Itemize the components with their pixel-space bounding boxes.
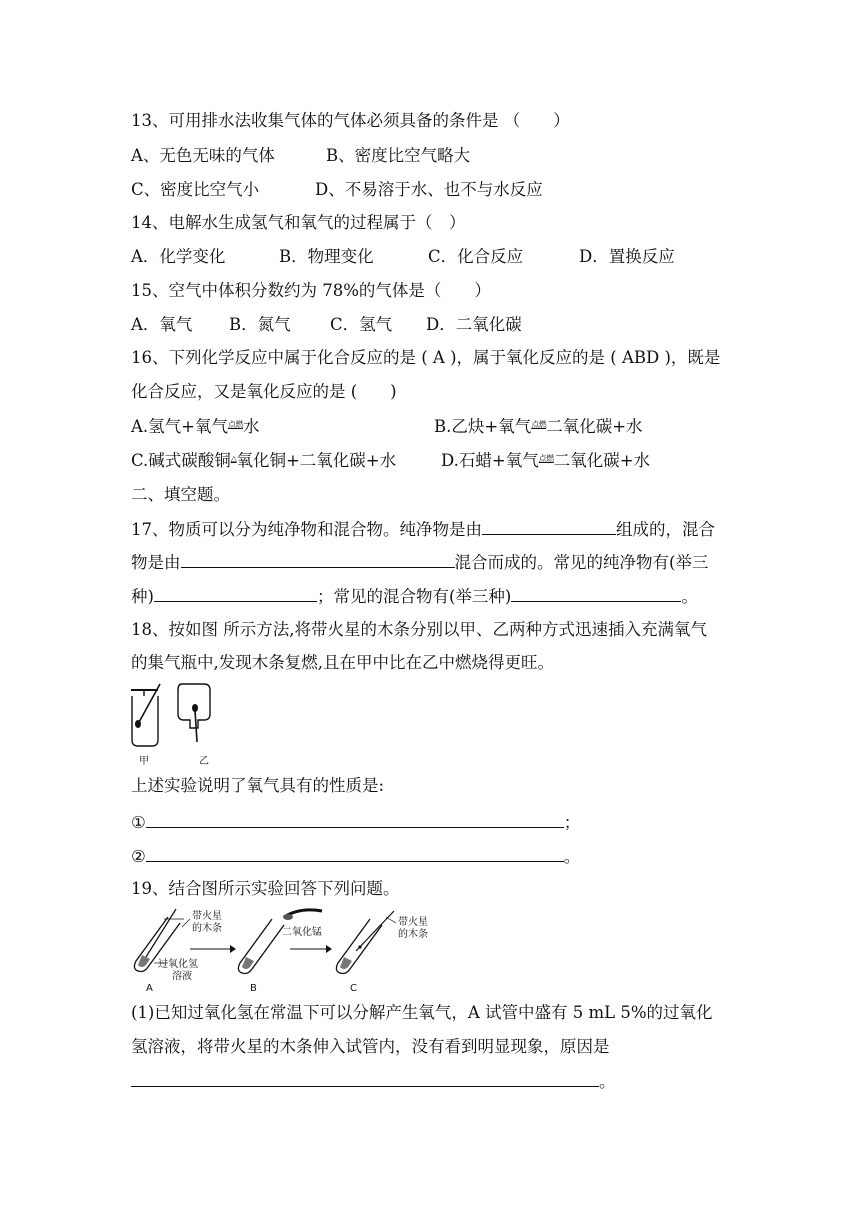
- q16-d-reactants: D.石蜡+氧气: [441, 451, 539, 470]
- fig-label-stick-2b: 的木条: [398, 929, 428, 940]
- q16-c-products: 氧化铜+二氧化碳+水: [236, 451, 397, 470]
- q16-option-d: [441, 450, 650, 475]
- fig-label-mno2: 二氧化锰: [282, 927, 322, 938]
- fig-label-h2o2-b: 溶液: [172, 971, 192, 982]
- q18-blank-2[interactable]: [146, 845, 564, 862]
- q19-stem: 19、结合图所示实验回答下列问题。: [131, 879, 400, 898]
- tube-c-drawing: [336, 911, 394, 974]
- q17-line1: [131, 518, 715, 541]
- q18-end-1: ；: [563, 813, 581, 832]
- q15-stem: 15、空气中体积分数约为 78%的气体是（ ）: [131, 281, 491, 300]
- q19-end: 。: [599, 1072, 616, 1091]
- q16-a-condition: 点燃: [228, 420, 243, 429]
- q16-options-row2: [131, 450, 651, 475]
- bottle-yi-drawing: [178, 684, 210, 742]
- q17-blank-pure[interactable]: [482, 518, 616, 535]
- fig-label-stick-1b: 的木条: [192, 923, 222, 934]
- q16-option-c: [131, 451, 396, 470]
- q17-text-1: 17、物质可以分为纯净物和混合物。纯净物是由: [131, 520, 482, 539]
- q17-text-2: 组成的，混合: [616, 520, 715, 539]
- q17-text-7: 。: [681, 587, 698, 606]
- q19-part1-line2: 氢溶液，将带火星的木条伸入试管内，没有看到明显现象，原因是: [131, 1037, 610, 1056]
- q17-blank-pure-examples[interactable]: [154, 585, 317, 602]
- q16-stem-line1: 16、下列化学反应中属于化合反应的是 ( A )，属于氧化反应的是 ( ABD )，既是: [131, 348, 721, 367]
- q16-b-products: 二氧化碳+水: [546, 417, 643, 436]
- q14-option-d: D．置换反应: [579, 247, 675, 266]
- fig-label-stick-1a: 带火星: [192, 911, 222, 922]
- q15-option-b: B．氮气: [229, 315, 291, 334]
- q17-text-4: 混合而成的。常见的纯净物有(举三: [454, 553, 709, 572]
- fig-label-A: A: [146, 983, 153, 993]
- q14-options: [131, 246, 675, 268]
- q18-line2: 的集气瓶中,发现木条复燃,且在甲中比在乙中燃烧得更旺。: [131, 653, 554, 672]
- q16-b-reactants: B.乙炔+氧气: [434, 417, 532, 436]
- q16-option-b: [434, 416, 643, 441]
- q18-marker-2: ②: [131, 847, 146, 866]
- section-heading-fill-in: 二、填空题。: [131, 485, 230, 504]
- q19-part1-line3: [131, 1070, 616, 1093]
- q14-option-c: C．化合反应: [428, 247, 524, 266]
- q18-answer-2: [131, 845, 580, 868]
- q16-stem-line2: 化合反应，又是氧化反应的是 ( ): [131, 382, 397, 401]
- tube-b-drawing: [238, 910, 322, 974]
- q16-c-condition: △: [230, 454, 237, 463]
- q17-blank-mixture[interactable]: [181, 551, 455, 568]
- q18-blank-1[interactable]: [146, 811, 564, 828]
- q13-options-row2: [131, 179, 543, 201]
- q13-option-b: B、密度比空气略大: [326, 146, 471, 165]
- q13-option-a: A、无色无味的气体: [131, 146, 275, 165]
- q17-text-3: 物是由: [131, 553, 181, 572]
- q13-option-d: D、不易溶于水、也不与水反应: [315, 180, 543, 199]
- q15-option-c: C．氢气: [330, 315, 393, 334]
- q16-options-row1: [131, 416, 643, 441]
- bottle-jia-drawing: [131, 684, 160, 746]
- q13-stem: 13、可用排水法收集气体的气体必须具备的条件是 （ ）: [131, 111, 570, 130]
- q17-text-6: ；常见的混合物有(举三种): [316, 587, 512, 606]
- q17-line2: [131, 551, 708, 574]
- fig-label-yi: 乙: [199, 756, 209, 767]
- q14-option-a: A．化学变化: [131, 247, 226, 266]
- q13-option-c: C、密度比空气小: [131, 180, 260, 199]
- fig-label-C: C: [350, 983, 357, 993]
- fig-label-stick-2a: 带火星: [398, 917, 428, 928]
- fig-label-B: B: [250, 983, 257, 993]
- q16-d-products: 二氧化碳+水: [553, 451, 651, 470]
- q15-option-a: A．氧气: [131, 315, 193, 334]
- q16-d-condition: 点燃: [538, 454, 554, 463]
- q18-marker-1: ①: [131, 813, 146, 832]
- fig-label-h2o2-a: 过氧化氢: [158, 959, 198, 970]
- q16-c-reactants: C.碱式碳酸铜: [131, 451, 231, 470]
- q15-option-d: D．二氧化碳: [426, 315, 522, 334]
- q16-b-condition: 点燃: [531, 420, 547, 429]
- q17-line3: [131, 585, 698, 608]
- q19-figure: [124, 905, 444, 993]
- q15-options: [131, 314, 522, 336]
- q16-a-reactants: A.氢气+氧气: [131, 417, 228, 436]
- q16-option-a: [131, 417, 260, 436]
- q18-answer-1: [131, 811, 580, 834]
- q18-figure: [126, 680, 226, 768]
- q14-option-b: B．物理变化: [279, 247, 374, 266]
- q17-blank-mixture-examples[interactable]: [511, 585, 681, 602]
- fig-label-jia: 甲: [139, 756, 149, 767]
- q18-prompt: 上述实验说明了氧气具有的性质是:: [131, 776, 385, 795]
- q14-stem: 14、电解水生成氢气和氧气的过程属于（ ）: [131, 213, 466, 232]
- q13-options-row1: [131, 145, 471, 167]
- q19-blank-reason[interactable]: [131, 1070, 599, 1087]
- q16-a-products: 水: [243, 417, 260, 436]
- q19-part1-line1: (1)已知过氧化氢在常温下可以分解产生氧气，A 试管中盛有 5 mL 5%的过氧化: [131, 1003, 713, 1022]
- q17-text-5: 种): [131, 587, 154, 606]
- q18-end-2: 。: [563, 847, 581, 866]
- q18-line1: 18、按如图 所示方法,将带火星的木条分别以甲、乙两种方式迅速插入充满氧气: [131, 620, 707, 639]
